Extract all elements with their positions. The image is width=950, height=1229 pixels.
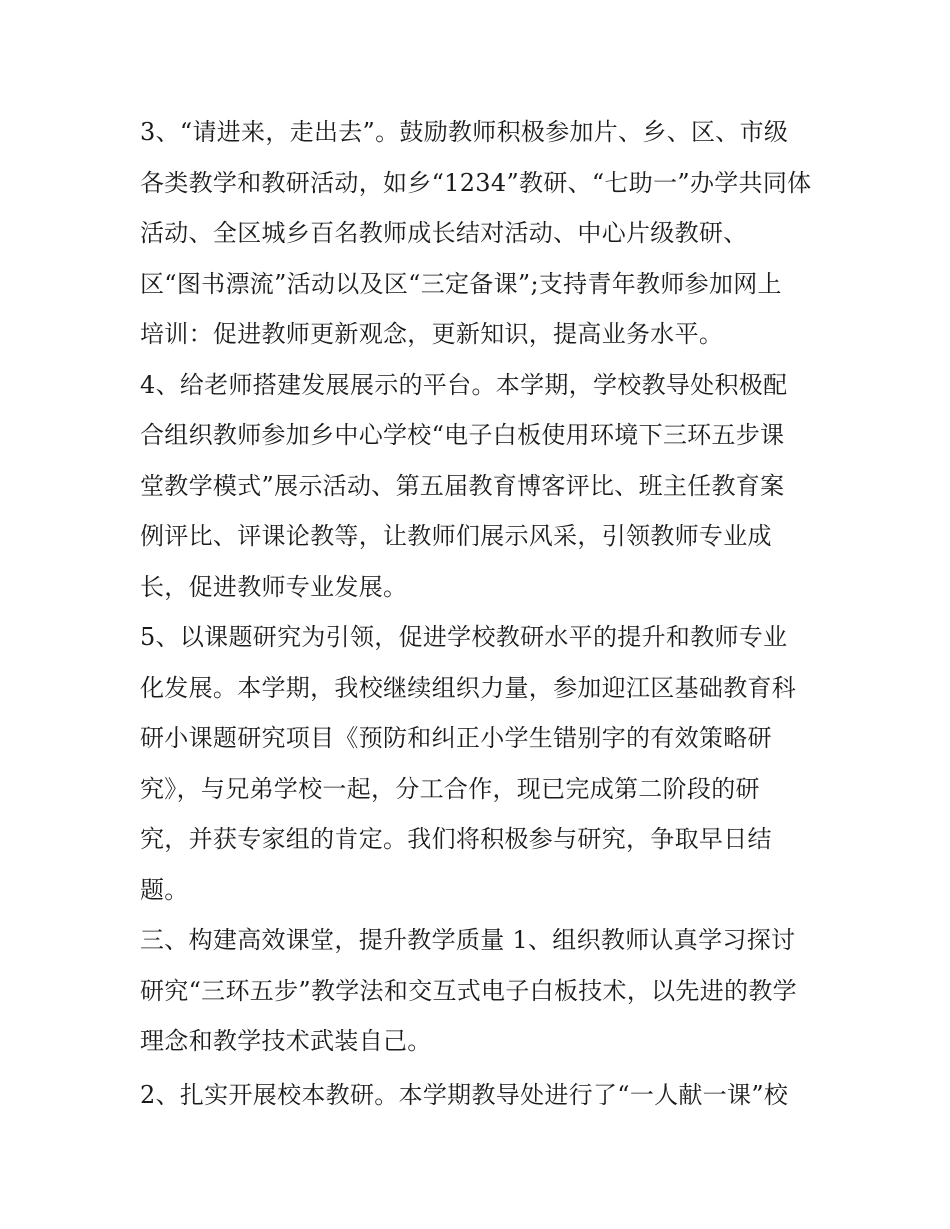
text-line-11: 5、以课题研究为引领，促进学校教研水平的提升和教师专业 xyxy=(140,623,788,651)
text-line-10: 长，促进教师专业发展。 xyxy=(140,572,408,601)
text-line-14: 究》，与兄弟学校一起，分工合作，现已完成第二阶段的研 xyxy=(140,774,760,803)
text-line-4: 区“图书漂流”活动以及区“三定备课”;支持青年教师参加网上 xyxy=(140,269,782,298)
text-line-5: 培训：促进教师更新观念，更新知识，提高业务水平。 xyxy=(140,320,724,348)
text-line-13: 研小课题研究项目《预防和纠正小学生错别字的有效策略研 xyxy=(140,724,772,752)
text-line-16: 题。 xyxy=(140,875,189,904)
text-line-17: 三、构建高效课堂，提升教学质量 1、组织教师认真学习探讨 xyxy=(140,926,796,954)
text-line-8: 堂教学模式”展示活动、第五届教育博客评比、班主任教育案 xyxy=(140,471,785,500)
text-line-19: 理念和教学技术武装自己。 xyxy=(140,1027,432,1055)
text-line-1: 3、“请进来，走出去”。鼓励教师积极参加片、乡、区、市级 xyxy=(140,118,789,146)
text-line-6: 4、给老师搭建发展展示的平台。本学期，学校教导处积极配 xyxy=(140,370,788,399)
text-line-18: 研究“三环五步”教学法和交互式电子白板技术，以先进的教学 xyxy=(140,976,797,1005)
text-line-2: 各类教学和教研活动，如乡“1234”教研、“七助一”办学共同体 xyxy=(140,168,812,197)
text-line-3: 活动、全区城乡百名教师成长结对活动、中心片级教研、 xyxy=(140,219,748,247)
text-line-9: 例评比、评课论教等，让教师们展示风采，引领教师专业成 xyxy=(140,522,772,550)
text-line-12: 化发展。本学期，我校继续组织力量，参加迎江区基础教育科 xyxy=(140,673,797,702)
text-line-15: 究，并获专家组的肯定。我们将积极参与研究，争取早日结 xyxy=(140,825,772,853)
text-line-20: 2、扎实开展校本教研。本学期教导处进行了“一人献一课”校 xyxy=(140,1080,789,1109)
document-body xyxy=(140,107,820,1120)
text-line-7: 合组织教师参加乡中心学校“电子白板使用环境下三环五步课 xyxy=(140,421,785,449)
